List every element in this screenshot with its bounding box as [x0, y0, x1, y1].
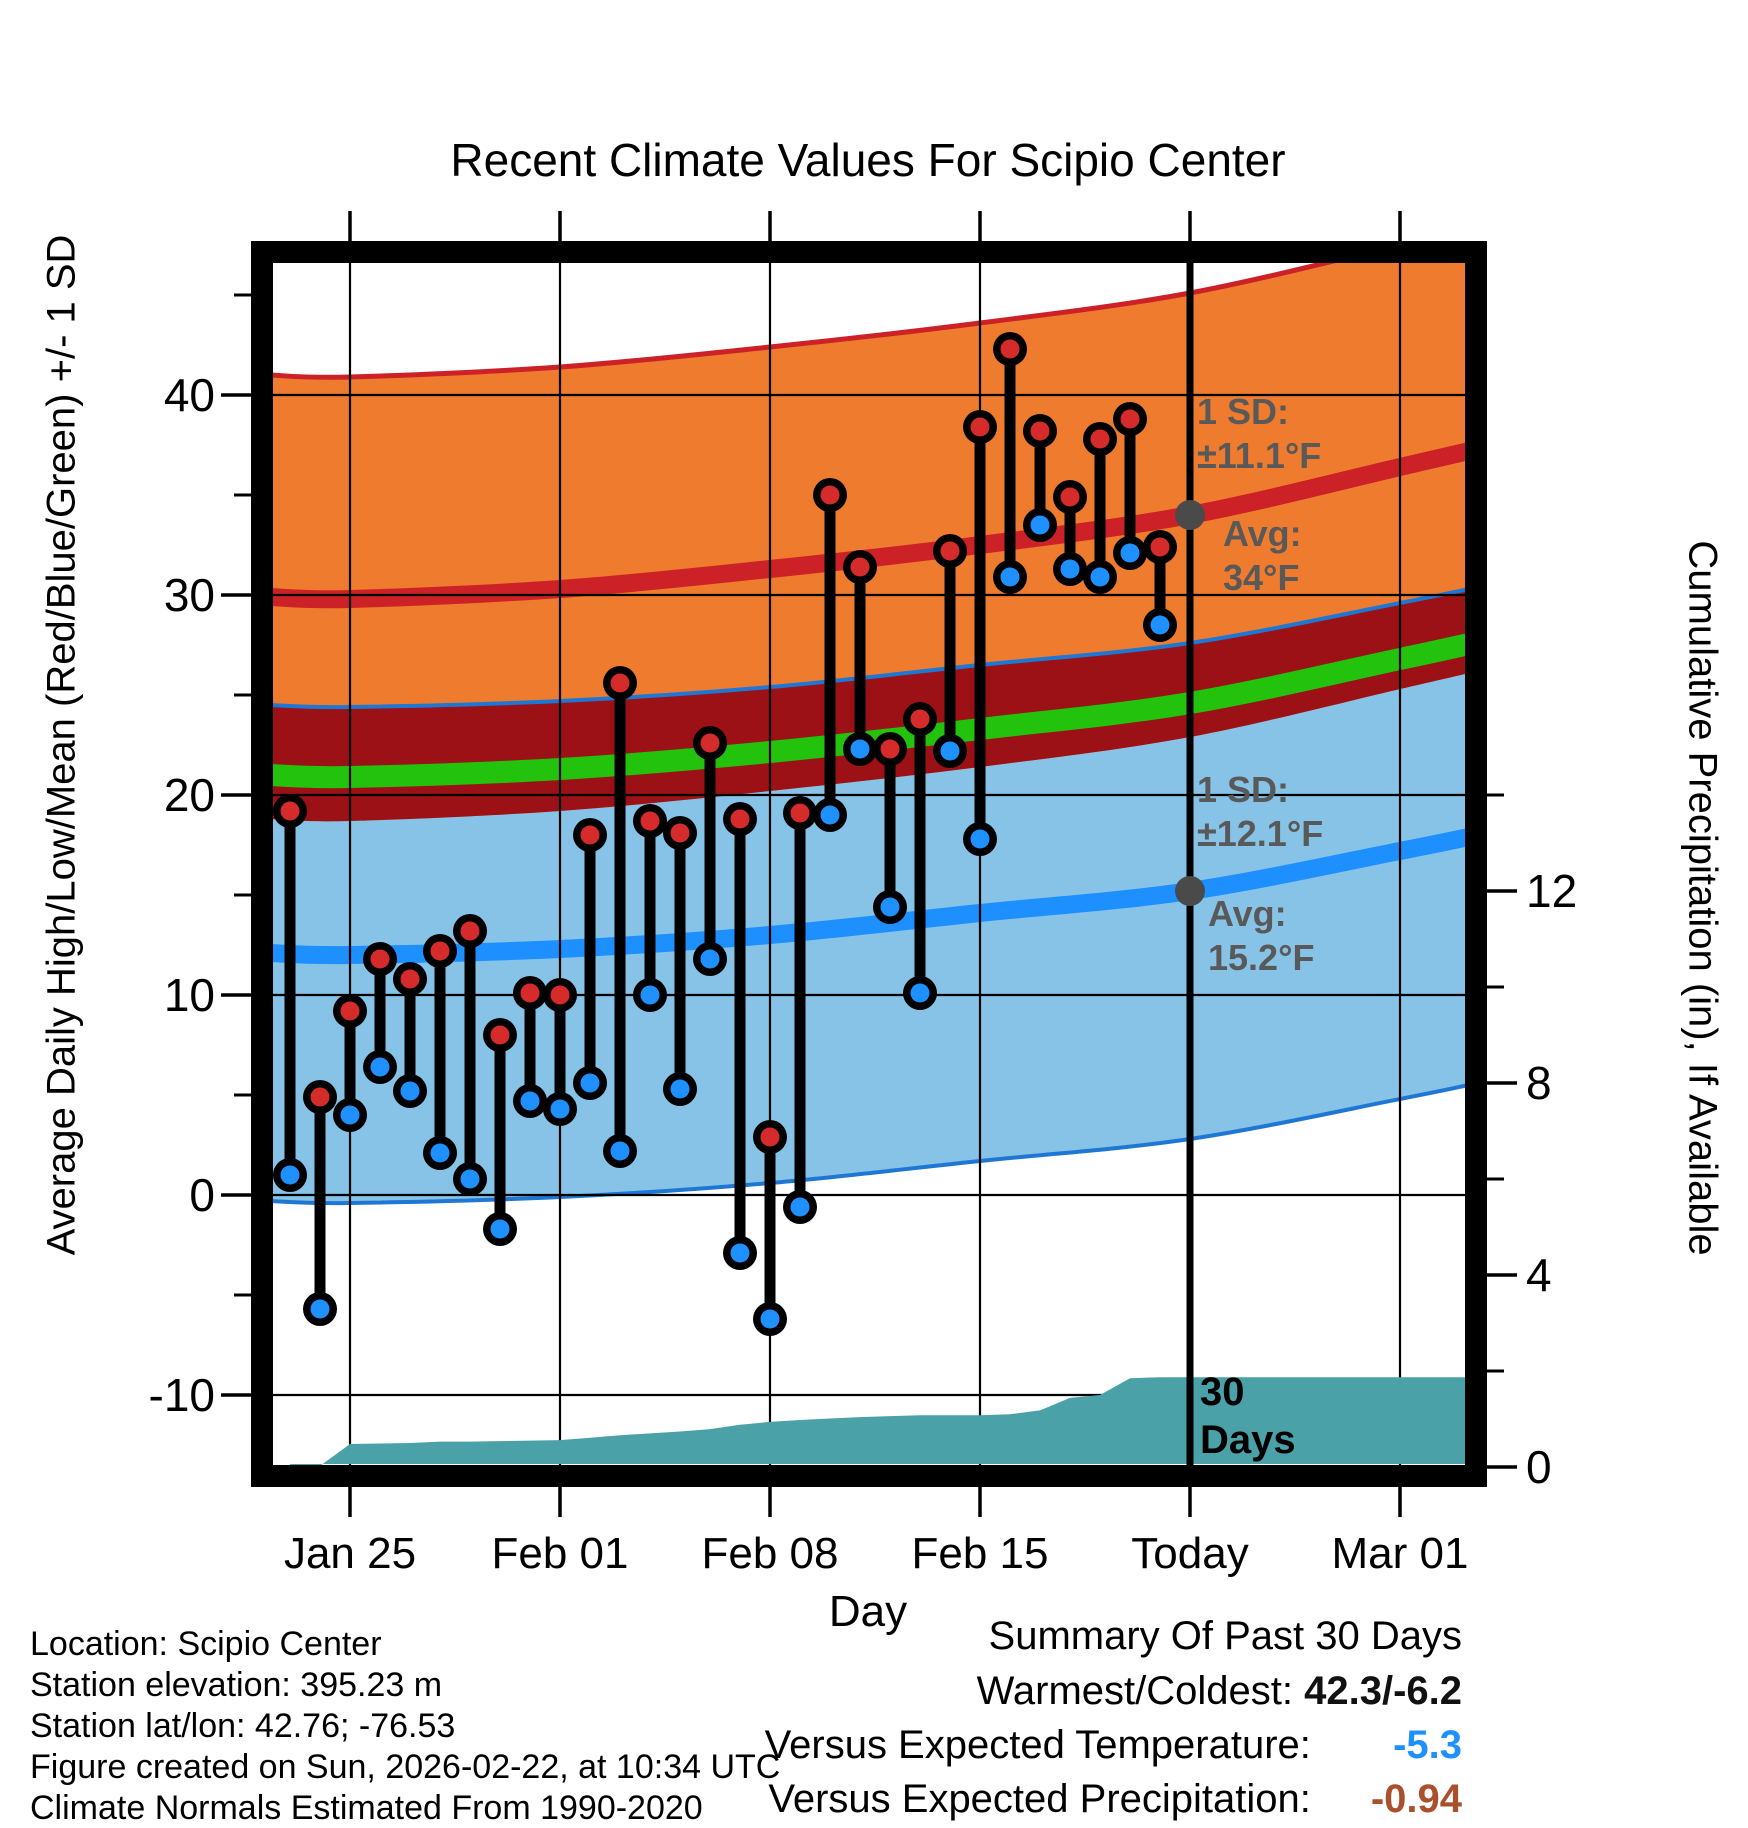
y-right-tick-label: 12	[1526, 865, 1578, 917]
page-title: Recent Climate Values For Scipio Center	[450, 134, 1286, 186]
y-left-tick-label: 10	[163, 969, 215, 1021]
daily-high-dot	[821, 486, 840, 505]
y-left-tick-label: 40	[163, 369, 215, 421]
daily-low-dot	[851, 740, 870, 759]
daily-low-dot	[1001, 568, 1020, 587]
daily-high-dot	[641, 812, 660, 831]
period-label-line2: Days	[1200, 1418, 1296, 1462]
daily-low-dot	[671, 1080, 690, 1099]
summary-row	[740, 1669, 1462, 1714]
daily-low-dot	[701, 950, 720, 969]
station-metadata-line: Location: Scipio Center	[30, 1625, 382, 1663]
low-avg-label: Avg:	[1208, 893, 1287, 934]
daily-high-dot	[1151, 538, 1170, 557]
y-left-tick-label: 30	[163, 569, 215, 621]
daily-high-dot	[401, 970, 420, 989]
y-right-tick-label: 8	[1526, 1057, 1552, 1109]
low-sd-label: 1 SD:	[1197, 769, 1290, 810]
daily-high-dot	[941, 542, 960, 561]
daily-low-dot	[1061, 560, 1080, 579]
daily-low-dot	[971, 830, 990, 849]
station-metadata-line: Figure created on Sun, 2026-02-22, at 10:34 UTC	[30, 1748, 781, 1786]
daily-high-dot	[341, 1002, 360, 1021]
daily-low-dot	[281, 1166, 300, 1185]
daily-high-dot	[581, 826, 600, 845]
daily-high-dot	[521, 984, 540, 1003]
daily-high-dot	[461, 922, 480, 941]
summary-row-label: Versus Expected Temperature:	[764, 1723, 1322, 1767]
daily-high-dot	[1121, 410, 1140, 429]
daily-low-dot	[941, 742, 960, 761]
daily-high-dot	[491, 1026, 510, 1045]
daily-high-dot	[1031, 422, 1050, 441]
summary-row-label: Versus Expected Precipitation:	[768, 1777, 1322, 1821]
daily-low-dot	[461, 1170, 480, 1189]
daily-low-dot	[881, 898, 900, 917]
daily-high-dot	[791, 804, 810, 823]
low-avg-value: 15.2°F	[1208, 937, 1315, 978]
summary-row	[740, 1723, 1462, 1768]
daily-low-dot	[1031, 516, 1050, 535]
station-metadata	[30, 1624, 780, 1828]
high-avg-label: Avg:	[1223, 513, 1302, 554]
y-left-tick-label: -10	[148, 1369, 215, 1421]
high-avg-value: 34°F	[1223, 557, 1300, 598]
high-sd-label: 1 SD:	[1197, 391, 1290, 432]
today-high-avg-marker	[1175, 500, 1205, 530]
daily-low-dot	[1151, 616, 1170, 635]
daily-high-dot	[431, 942, 450, 961]
daily-low-dot	[731, 1244, 750, 1263]
daily-high-dot	[1061, 488, 1080, 507]
summary-row-value: -0.94	[1370, 1777, 1462, 1821]
y-right-axis-title: Cumulative Precipitation (in), If Available	[1680, 540, 1725, 1256]
x-axis-title: Day	[828, 1587, 908, 1636]
summary-row	[740, 1777, 1462, 1822]
daily-high-dot	[731, 810, 750, 829]
daily-high-dot	[311, 1088, 330, 1107]
x-tick-label: Feb 08	[701, 1529, 839, 1578]
y-right-tick-label: 0	[1526, 1441, 1552, 1493]
station-metadata-line: Climate Normals Estimated From 1990-2020	[30, 1789, 703, 1827]
low-sd-annotation	[1197, 768, 1323, 856]
daily-low-dot	[1091, 568, 1110, 587]
daily-high-dot	[281, 802, 300, 821]
daily-low-dot	[611, 1142, 630, 1161]
daily-high-dot	[1091, 430, 1110, 449]
station-metadata-line: Station elevation: 395.23 m	[30, 1666, 443, 1704]
today-low-avg-marker	[1175, 876, 1205, 906]
period-label-line1: 30	[1200, 1370, 1245, 1414]
y-right-tick-label: 4	[1526, 1249, 1552, 1301]
daily-high-dot	[611, 674, 630, 693]
daily-low-dot	[1121, 544, 1140, 563]
daily-low-dot	[521, 1092, 540, 1111]
daily-low-dot	[371, 1058, 390, 1077]
daily-low-dot	[821, 806, 840, 825]
x-tick-label: Feb 15	[911, 1529, 1049, 1578]
daily-high-dot	[1001, 340, 1020, 359]
period-label	[1200, 1368, 1296, 1464]
daily-low-dot	[761, 1310, 780, 1329]
y-left-axis-title: Average Daily High/Low/Mean (Red/Blue/Green) +/- 1 SD	[39, 234, 84, 1256]
daily-high-dot	[911, 710, 930, 729]
daily-low-dot	[581, 1074, 600, 1093]
daily-low-dot	[791, 1198, 810, 1217]
high-sd-value: ±11.1°F	[1197, 435, 1322, 476]
daily-high-dot	[701, 734, 720, 753]
daily-high-dot	[761, 1128, 780, 1147]
x-tick-label: Mar 01	[1331, 1529, 1469, 1578]
x-tick-label: Feb 01	[491, 1529, 629, 1578]
x-tick-label: Jan 25	[283, 1529, 417, 1578]
x-tick-label: Today	[1131, 1529, 1249, 1578]
daily-low-dot	[431, 1144, 450, 1163]
daily-low-dot	[401, 1082, 420, 1101]
high-sd-annotation	[1197, 390, 1321, 478]
y-left-tick-label: 20	[163, 769, 215, 821]
summary-title: Summary Of Past 30 Days	[988, 1614, 1462, 1658]
daily-low-dot	[341, 1106, 360, 1125]
daily-high-dot	[851, 558, 870, 577]
station-metadata-line: Station lat/lon: 42.76; -76.53	[30, 1707, 456, 1745]
low-sd-value: ±12.1°F	[1197, 813, 1324, 854]
summary-row-label: Warmest/Coldest:	[976, 1669, 1305, 1713]
high-avg-annotation	[1223, 512, 1302, 600]
daily-high-dot	[881, 740, 900, 759]
daily-high-dot	[371, 950, 390, 969]
low-avg-annotation	[1208, 892, 1314, 980]
summary-row-value: 42.3/-6.2	[1304, 1669, 1462, 1713]
daily-low-dot	[911, 984, 930, 1003]
daily-low-dot	[641, 986, 660, 1005]
daily-high-dot	[551, 986, 570, 1005]
summary-block	[740, 1614, 1462, 1822]
daily-low-dot	[491, 1220, 510, 1239]
daily-high-dot	[971, 418, 990, 437]
daily-low-dot	[311, 1300, 330, 1319]
daily-high-dot	[671, 824, 690, 843]
daily-low-dot	[551, 1100, 570, 1119]
y-left-tick-label: 0	[189, 1169, 215, 1221]
summary-row-value: -5.3	[1393, 1723, 1462, 1767]
